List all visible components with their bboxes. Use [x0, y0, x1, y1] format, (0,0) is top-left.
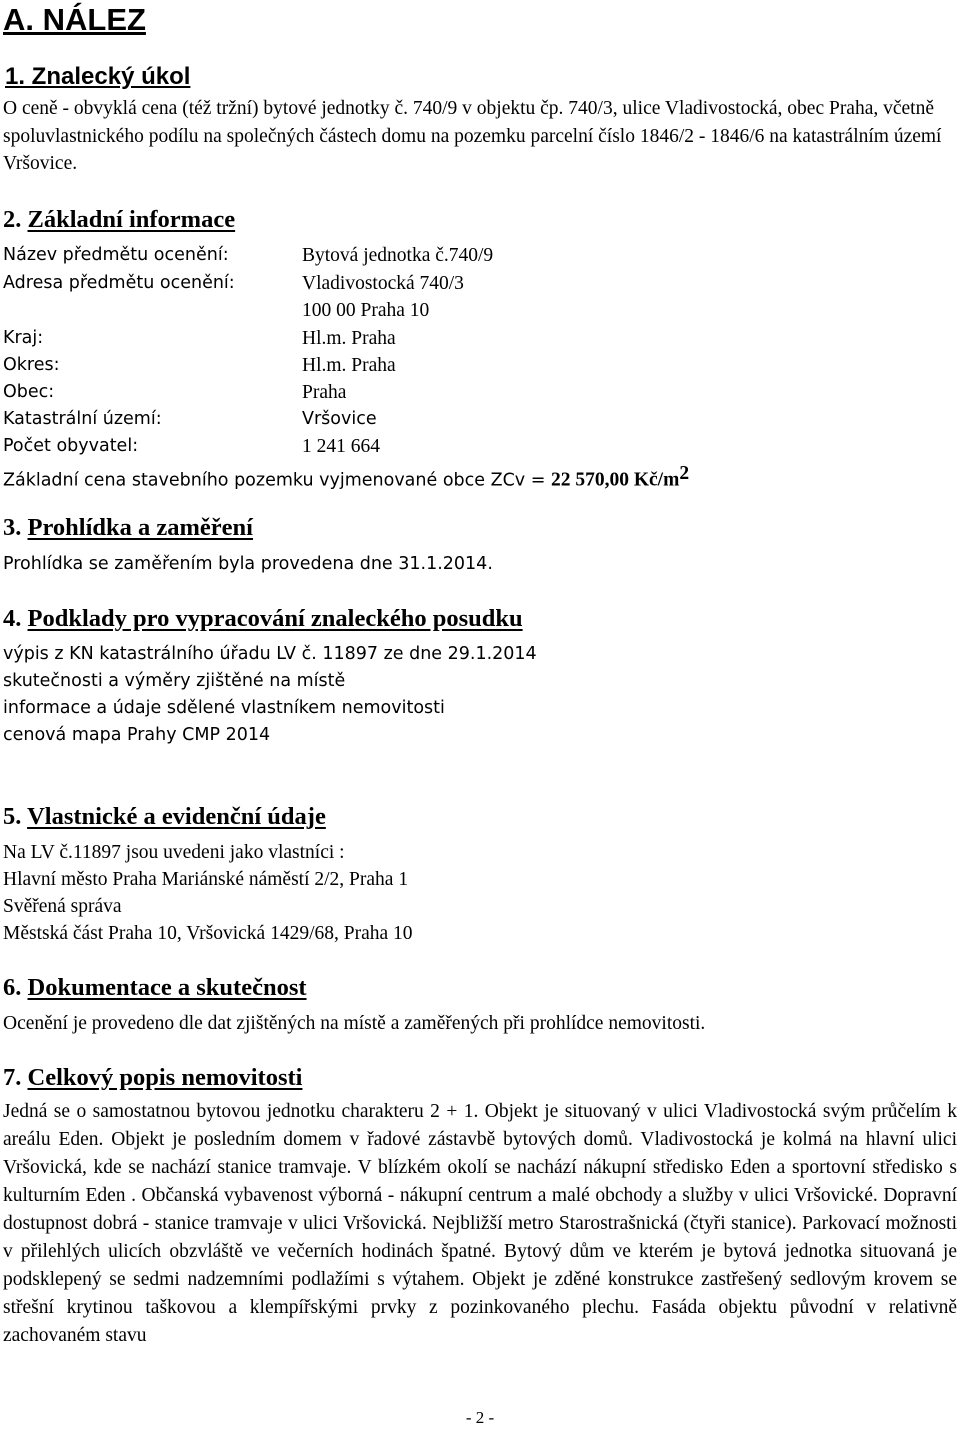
- owner-line: Svěřená správa: [3, 896, 122, 917]
- source-item: výpis z KN katastrálního úřadu LV č. 11897 ze dne 29.1.2014: [3, 644, 537, 664]
- info-value: Praha: [302, 382, 347, 403]
- section-heading-a: A. NÁLEZ: [3, 2, 146, 37]
- info-value: Hl.m. Praha: [302, 355, 396, 376]
- section-6-title: [3, 972, 307, 1004]
- info-value: 100 00 Praha 10: [302, 300, 430, 321]
- info-label: Obec:: [3, 382, 55, 402]
- section-3-title-text: Prohlídka a zaměření: [27, 514, 253, 541]
- page-number: - 2 -: [465, 1408, 495, 1427]
- section-6-number: 6.: [3, 974, 22, 1001]
- section-1-title: 1. Znalecký úkol: [5, 63, 191, 90]
- owner-line: Městská část Praha 10, Vršovická 1429/68, Praha 10: [3, 923, 413, 944]
- info-label: Počet obyvatel:: [3, 436, 139, 456]
- section-5-title-text: Vlastnické a evidenční údaje: [27, 803, 326, 830]
- info-label: Kraj:: [3, 328, 44, 348]
- source-item: informace a údaje sdělené vlastníkem nemovitosti: [3, 698, 445, 718]
- owner-line: Na LV č.11897 jsou uvedeni jako vlastníci :: [3, 842, 345, 863]
- section-5-number: 5.: [3, 803, 22, 830]
- section-3-text: Prohlídka se zaměřením byla provedena dne 31.1.2014.: [3, 554, 493, 574]
- info-value: Vladivostocká 740/3: [302, 273, 464, 294]
- section-1-text: O ceně - obvyklá cena (též tržní) bytové jednotky č. 740/9 v objektu čp. 740/3, ulice Vladivostocká, obec Praha, včetně spoluvlastnického podílu na společných částech domu na pozemku parcelní číslo 1846/2 - 1846/6 na katastrálním území Vršovice.: [3, 98, 942, 174]
- section-6-text: Ocenění je provedeno dle dat zjištěných na místě a zaměřených při prohlídce nemovitosti.: [3, 1013, 706, 1034]
- section-6-title-text: Dokumentace a skutečnost: [27, 974, 307, 1001]
- info-label: Název předmětu ocenění:: [3, 245, 229, 265]
- section-7-title-text: Celkový popis nemovitosti: [27, 1064, 303, 1091]
- info-label: Adresa předmětu ocenění:: [3, 273, 235, 293]
- section-4-title-text: Podklady pro vypracování znaleckého posudku: [27, 605, 523, 632]
- owner-line: Hlavní město Praha Mariánské náměstí 2/2, Praha 1: [3, 869, 409, 890]
- info-value: Hl.m. Praha: [302, 328, 396, 349]
- info-value: 1 241 664: [302, 436, 380, 457]
- base-price-exponent: 2: [679, 463, 690, 484]
- section-7-title: [3, 1062, 302, 1094]
- base-price-line: [3, 460, 689, 495]
- info-label: Okres:: [3, 355, 60, 375]
- section-2-title: [3, 204, 235, 236]
- base-price-value: 22 570,00 Kč/m: [550, 469, 680, 491]
- info-label: Katastrální území:: [3, 409, 162, 429]
- source-item: skutečnosti a výměry zjištěné na místě: [3, 671, 346, 691]
- base-price-label: Základní cena stavebního pozemku vyjmenované obce ZCv =: [3, 470, 551, 491]
- section-2-title-text: Základní informace: [27, 206, 236, 233]
- source-item: cenová mapa Prahy CMP 2014: [3, 725, 271, 745]
- info-value: Vršovice: [302, 409, 377, 429]
- section-5-title: [3, 801, 326, 833]
- section-4-number: 4.: [3, 605, 22, 632]
- section-7-text: Jedná se o samostatnou bytovou jednotku charakteru 2 + 1. Objekt je situovaný v ulici Vladivostocká svým průčelím k areálu Eden. Objekt je posledním domem v řadové zástavbě bytových domů. Vladivostocká je kolmá na hlavní ulici Vršovická, kde se nachází stanice tramvaje. V blízkém okolí se nachází nákupní středisko Eden a sportovní středisko s kulturním Eden . Občanská vybavenost výborná - nákupní centrum a malé obchody a služby v ulici Vršovické. Dopravní dostupnost dobrá - stanice tramvaje v ulici Vršovická. Nejbližší metro Starostrašnická (čtyři stanice). Parkovací možnosti v přilehlých ulicích obzvláště ve večerních hodinách špatné. Bytový dům ve kterém je bytová jednotka situovaná je podsklepený se sedmi nadzemními podlažími s výtahem. Objekt je zděné konstrukce zastřešený sedlovým krovem se střešní krytinou taškovou a klempířskými prvky z pozinkovaného plechu. Fasáda objektu původní v relativně zachovaném stavu: [3, 1101, 957, 1346]
- section-3-title: [3, 512, 253, 544]
- section-4-title: [3, 603, 523, 635]
- info-value: Bytová jednotka č.740/9: [302, 245, 494, 266]
- section-3-number: 3.: [3, 514, 22, 541]
- section-7-number: 7.: [3, 1064, 22, 1091]
- section-2-number: 2.: [3, 206, 22, 233]
